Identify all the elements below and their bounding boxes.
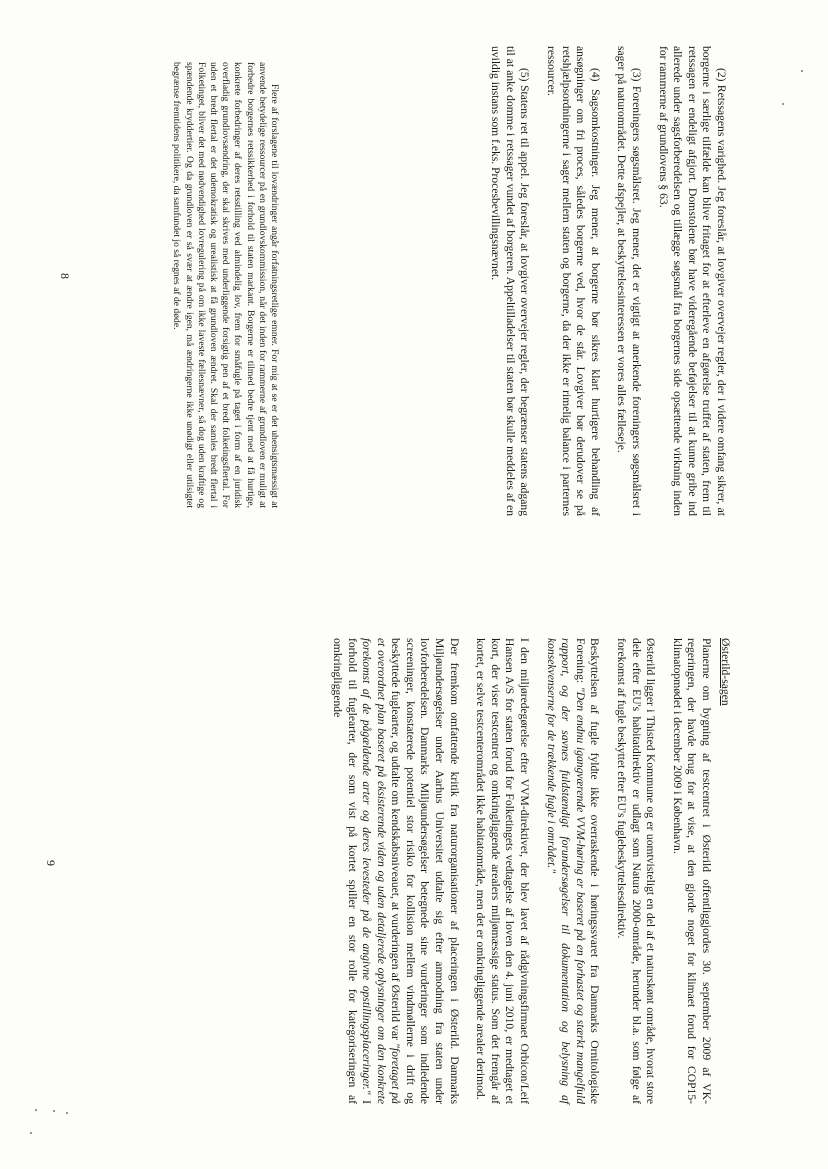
paragraph-statens-ret-til-appel: (5) Statens ret til appel. Jeg foreslår, at lovgiver overvejer regler, der begrænser statens adgang til at anke domme i retssager vundet af borgeren. Appeltilladelser til staten bør skulle meddeles af en uvildig instans som f.eks. Procesbevillingsnævnet. <box>489 46 532 516</box>
left-page <box>476 46 728 516</box>
p3-quote: "Den endnu igangværende VVM-høring er baseret på en forhastet og stærkt mangelfuld rapport, og der savnes fuldstændigt forundersøgelser til dokumentation og belysning af konsekvenserne for de trækkende fugle i området." <box>544 638 587 1104</box>
page-number-right: 9 <box>44 860 58 866</box>
p5-quote: "foretaget på et overordnet plan baseret på eksisterende viden og uden detaljerede oplysninger om den konkrete forekomst af de pågældende arter og deres levesteder på de angivne opstillingsplaceringer." <box>360 638 403 1104</box>
paragraph-planerne: Planerne om bygning af testcentret i Østerild offentliggjordes 30. september 2009 af VK-regeringen, der havde brug for at vise, at den gjorde noget for klimaet forud for COP15-klimatopmødet i december 2009 i København. <box>670 638 713 1104</box>
left-footnote <box>170 62 280 508</box>
paragraph-kritik <box>329 638 460 1104</box>
p3-text: Beskyttelsen af fugle fyldte ikke overraskende i høringssvaret fra Danmarks Ornitologiske Forening: <box>573 638 602 1104</box>
scan-speck <box>30 1132 32 1134</box>
page-number-left: 8 <box>58 273 72 279</box>
paragraph-retssagens-varighed: (2) Retssagens varighed. Jeg foreslår, at lovgiver overvejer regler, der i videre omfang sikrer, at borgerne i særlige tilfælde kan blive fritaget for at efterleve en afgørelse truffet af staten, frem til retssagen er endeligt afgjort. Domstolene bør have videregående beføjelser til at kunne gribe ind allerede under sagsforberedelsen og tillægge søgsmål fra borgernes side opsættende virkning inden for rammerne af grundlovens § 63. <box>656 46 728 516</box>
section-heading: Østerild-sagen <box>719 638 732 706</box>
scan-speck <box>66 1112 68 1114</box>
scan-speck <box>782 103 784 105</box>
scan-speck <box>53 1110 55 1112</box>
scan-speck <box>35 1109 37 1111</box>
paragraph-miljoeredegoerelse: I den miljøredegørelse efter VVM-direktivet, der blev lavet af rådgivningsfirmaet Orbicon/Leif Hansen A/S for staten forud for Folketingets vedtagelse af loven den 4. juni 2010, er medtaget et kort, der viser testcentret og omkringliggende arealers miljømæssige status. Som det fremgår af kortet, er selve testcenterområdet ikke habitatområde, men det er omkringliggende arealer derimod. <box>474 638 532 1104</box>
paragraph-foreningers-soegsmaalsret: (3) Foreningers søgsmålsret. Jeg mener, det er vigtigt at anerkende foreningers søgsmålsret i sager på naturområdet. Dette afspejler, at beskyttelsesinteressen er vores alles fælleseje. <box>615 46 644 516</box>
footnote-text: Flere af forslagene til lovændringer angår forfatningsretlige emner. For mig at se er det uhensigtsmæssigt at anvende betydelige ressourcer på en grundlovskommission, når det inden for rammerne af grundloven er muligt at forbedre borgernes retssikkerhed i forhold til staten markant. Borgerne er tilmed bedre tjent med at få hurtige, konkrete forbedringer af deres retsstilling ved almindelig lov, frem for småfugle på taget i form af en juridisk overfladig grundlovsændring, der skal skrives med underliggende forsigtig pen af et bredt folketingsflertal. For uden et bredt flertal er det udemokratisk og urealistisk at få grundloven ændret. Skal der samles bredt flertal i Folketinget, bliver det med nødvendighed lovregulering på om ikke laveste fællesnævner, så dog uden kraftige og spændende kryddertier. Og da grundloven er så svær at ændre igen, må ændringerne ikke unødigt eller utilsigtet begrænse fremtidens politikere, da samfundet jo så regnes af de døde. <box>171 62 280 508</box>
paragraph-sagsomkostninger: (4) Sagsomkostninger. Jeg mener, at borgerne bør sikres klart hurtigere behandling af ansøgninger om fri proces, således borgerne ved, hvor de står. Lovgiver bør derudover se på retshjælpsordningerne i sager mellem staten og borgerne, da der ikke er rimelig balance i parternes ressourcer. <box>545 46 602 516</box>
p5-text-end: I forhold til fuglearter, der som vist på kortet spiller en stor rolle for kategoriseringen af omkringliggende <box>330 638 374 1104</box>
paragraph-oesterild-ligger: Østerild ligger i Thisted Kommune og er uomtvisteligt en del af et naturskønt område, hvorat store dele efter EU's habitatdirektiv er udlagt som Natura 2000-område, herunder bl.a. som følge af forekomst af fugle beskyttet efter EU's fuglebeskyttelsesdirektiv. <box>615 638 658 1104</box>
paragraph-beskyttelsen <box>543 638 601 1104</box>
scan-speck <box>801 70 803 72</box>
p5-text: Der fremkom omfattende kritik fra naturorganisationer af placeringen i Østerild. Danmarks Miljøundersøgelser under Aarhus Universitet udtalte sig efter anmodning fra staten under lovforberedelsen. Danmarks Miljøundersøgelser betegnede sine vurderinger som indledende screeninger, konstaterede potentiel stor risiko for kollision mellem vindmøllerne i drift og beskyttede fuglearter, og udtalte om kendskabsniveauet, at vurderingen af Østerild var <box>389 638 461 1104</box>
right-page <box>317 638 732 1104</box>
